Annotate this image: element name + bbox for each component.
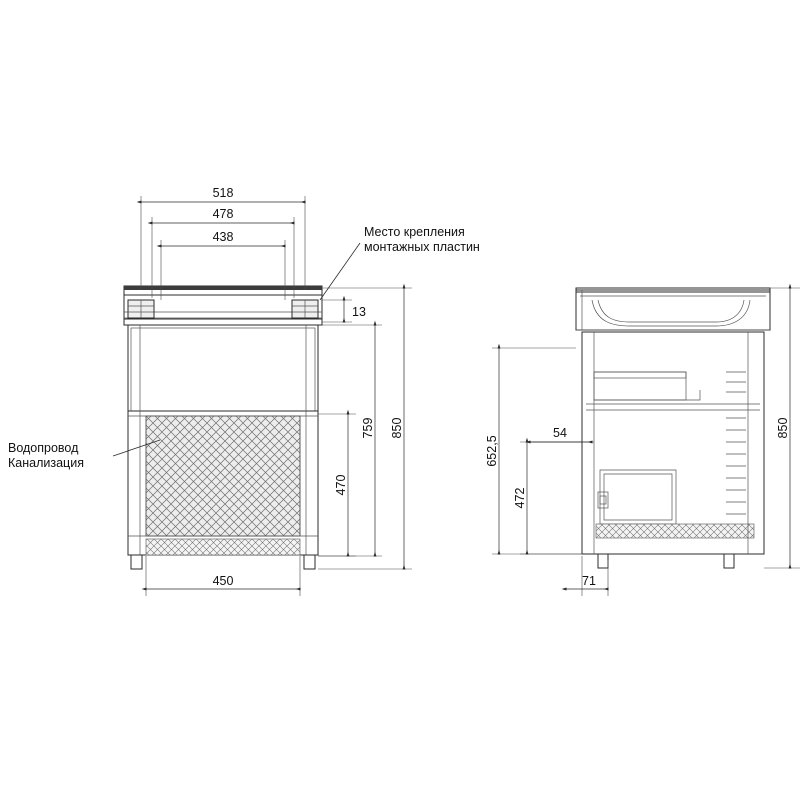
annotation-plumbing-line1: Водопровод [8, 441, 79, 455]
dim-518-label: 518 [212, 186, 234, 200]
dim-759 [318, 325, 382, 556]
annotation-mount-plates-line1: Место крепления [364, 225, 465, 239]
dim-71-label: 71 [582, 574, 596, 588]
dim-13-label: 13 [352, 305, 366, 319]
front-cabinet-body [128, 325, 318, 569]
annotation-mount-plates-line2: монтажных пластин [364, 240, 480, 254]
dim-470-label: 470 [334, 474, 348, 496]
dim-850-side-label: 850 [776, 417, 790, 439]
dim-470 [318, 414, 356, 556]
dim-450 [146, 556, 300, 596]
dim-652-5 [485, 348, 582, 554]
annotation-plumbing-line2: Канализация [8, 456, 84, 470]
dim-13 [322, 300, 366, 322]
side-view [485, 288, 800, 596]
side-countertop [576, 288, 770, 330]
dim-759-label: 759 [361, 417, 375, 439]
dim-472 [513, 442, 582, 554]
dim-478 [152, 207, 294, 298]
side-cabinet-body [582, 332, 764, 568]
dim-850-front-label: 850 [390, 417, 404, 439]
front-countertop [124, 286, 322, 325]
dim-54-label: 54 [553, 426, 567, 440]
annotation-mount-plates [320, 225, 480, 300]
front-view [8, 186, 480, 596]
dim-652-5-label: 652,5 [485, 435, 499, 467]
dim-438-label: 438 [212, 230, 234, 244]
dim-450-label: 450 [212, 574, 234, 588]
dim-478-label: 478 [212, 207, 234, 221]
dim-472-label: 472 [513, 487, 527, 509]
